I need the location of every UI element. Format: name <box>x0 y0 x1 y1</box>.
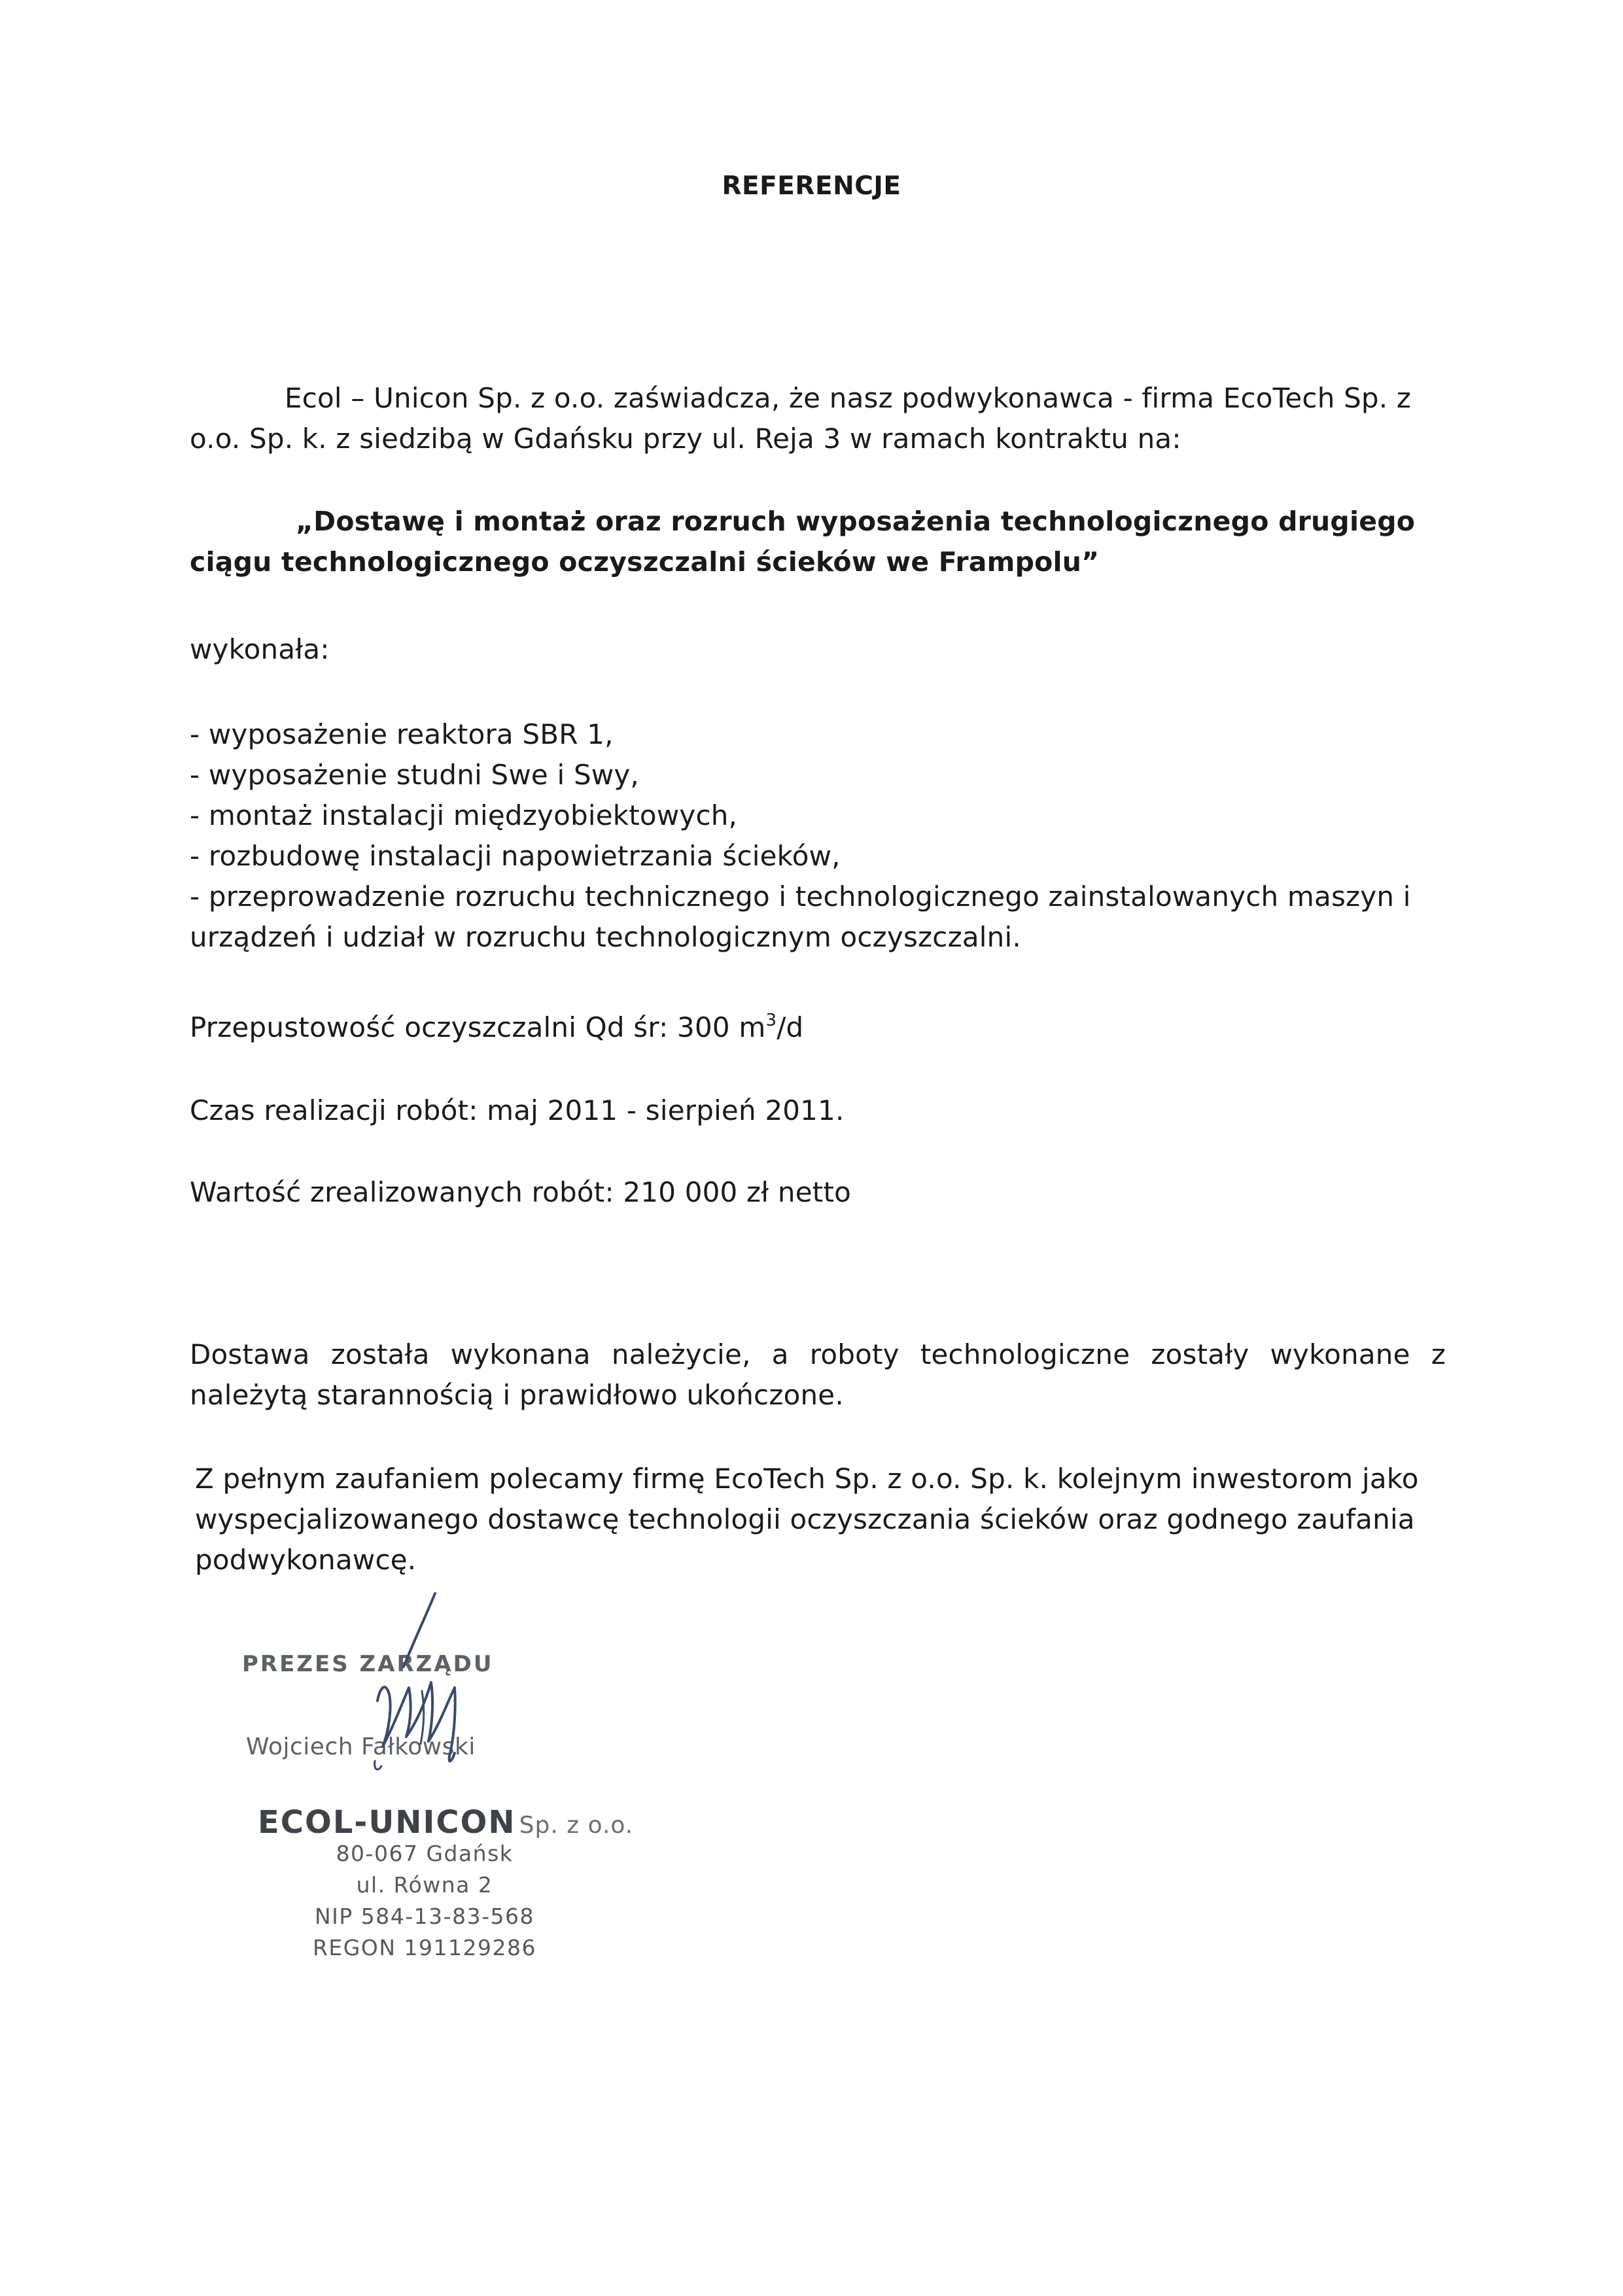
contract-name: „Dostawę i montaż oraz rozruch wyposażenia technologicznego drugiego ciągu technologicznego oczyszczalni ścieków we Frampolu” <box>190 506 1416 578</box>
stamp-address <box>313 1838 536 1964</box>
realization-period: Czas realizacji robót: maj 2011 - sierpień 2011. <box>190 1094 845 1126</box>
capacity-label: Przepustowość oczyszczalni Qd śr: 300 m <box>190 1011 766 1043</box>
stamp-company <box>258 1804 633 1841</box>
stamp-title: PREZES ZARZĄDU <box>242 1651 494 1677</box>
scope-item: - rozbudowę instalacji napowietrzania ścieków, <box>190 840 841 872</box>
scope-item: - przeprowadzenie rozruchu technicznego i technologicznego zainstalowanych maszyn i urządzeń i udział w rozruchu technologicznym oczyszczalni. <box>190 880 1411 953</box>
stamp-company-suffix: Sp. z o.o. <box>519 1812 634 1839</box>
closing-paragraph-2: Z pełnym zaufaniem polecamy firmę EcoTech Sp. z o.o. Sp. k. kolejnym inwestorom jako wyspecjalizowanego dostawcę technologii oczyszczania ścieków oraz godnego zaufania podwykonawcę. <box>195 1463 1419 1576</box>
stamp-address-line: 80-067 Gdańsk <box>336 1841 514 1866</box>
stamp-company-name: ECOL-UNICON <box>258 1804 516 1841</box>
handwritten-signature <box>363 1590 520 1786</box>
intro-paragraph: Ecol – Unicon Sp. z o.o. zaświadcza, że nasz podwykonawca - firma EcoTech Sp. z o.o. Sp. k. z siedzibą w Gdańsku przy ul. Reja 3 w ramach kontraktu na: <box>190 382 1412 455</box>
stamp-address-line: REGON 191129286 <box>313 1935 536 1960</box>
stamp-address-line: ul. Równa 2 <box>356 1872 493 1898</box>
scope-item: - wyposażenie studni Swe i Swy, <box>190 759 639 791</box>
works-value: Wartość zrealizowanych robót: 210 000 zł netto <box>190 1176 852 1208</box>
scope-item: - wyposażenie reaktora SBR 1, <box>190 718 614 750</box>
closing-paragraph-1: Dostawa została wykonana należycie, a roboty technologiczne zostały wykonane z należytą starannością i prawidłowo ukończone. <box>190 1338 1446 1411</box>
document-title: REFERENCJE <box>722 171 901 201</box>
stamp-name: Wojciech Fałkowski <box>246 1733 476 1760</box>
capacity-line <box>190 1007 1446 1048</box>
performed-label: wykonała: <box>190 633 330 665</box>
scope-item: - montaż instalacji międzyobiektowych, <box>190 799 738 831</box>
stamp-address-line: NIP 584-13-83-568 <box>314 1904 534 1929</box>
capacity-superscript: 3 <box>765 1011 777 1030</box>
scope-list <box>190 714 1446 958</box>
capacity-unit: /d <box>777 1011 804 1043</box>
